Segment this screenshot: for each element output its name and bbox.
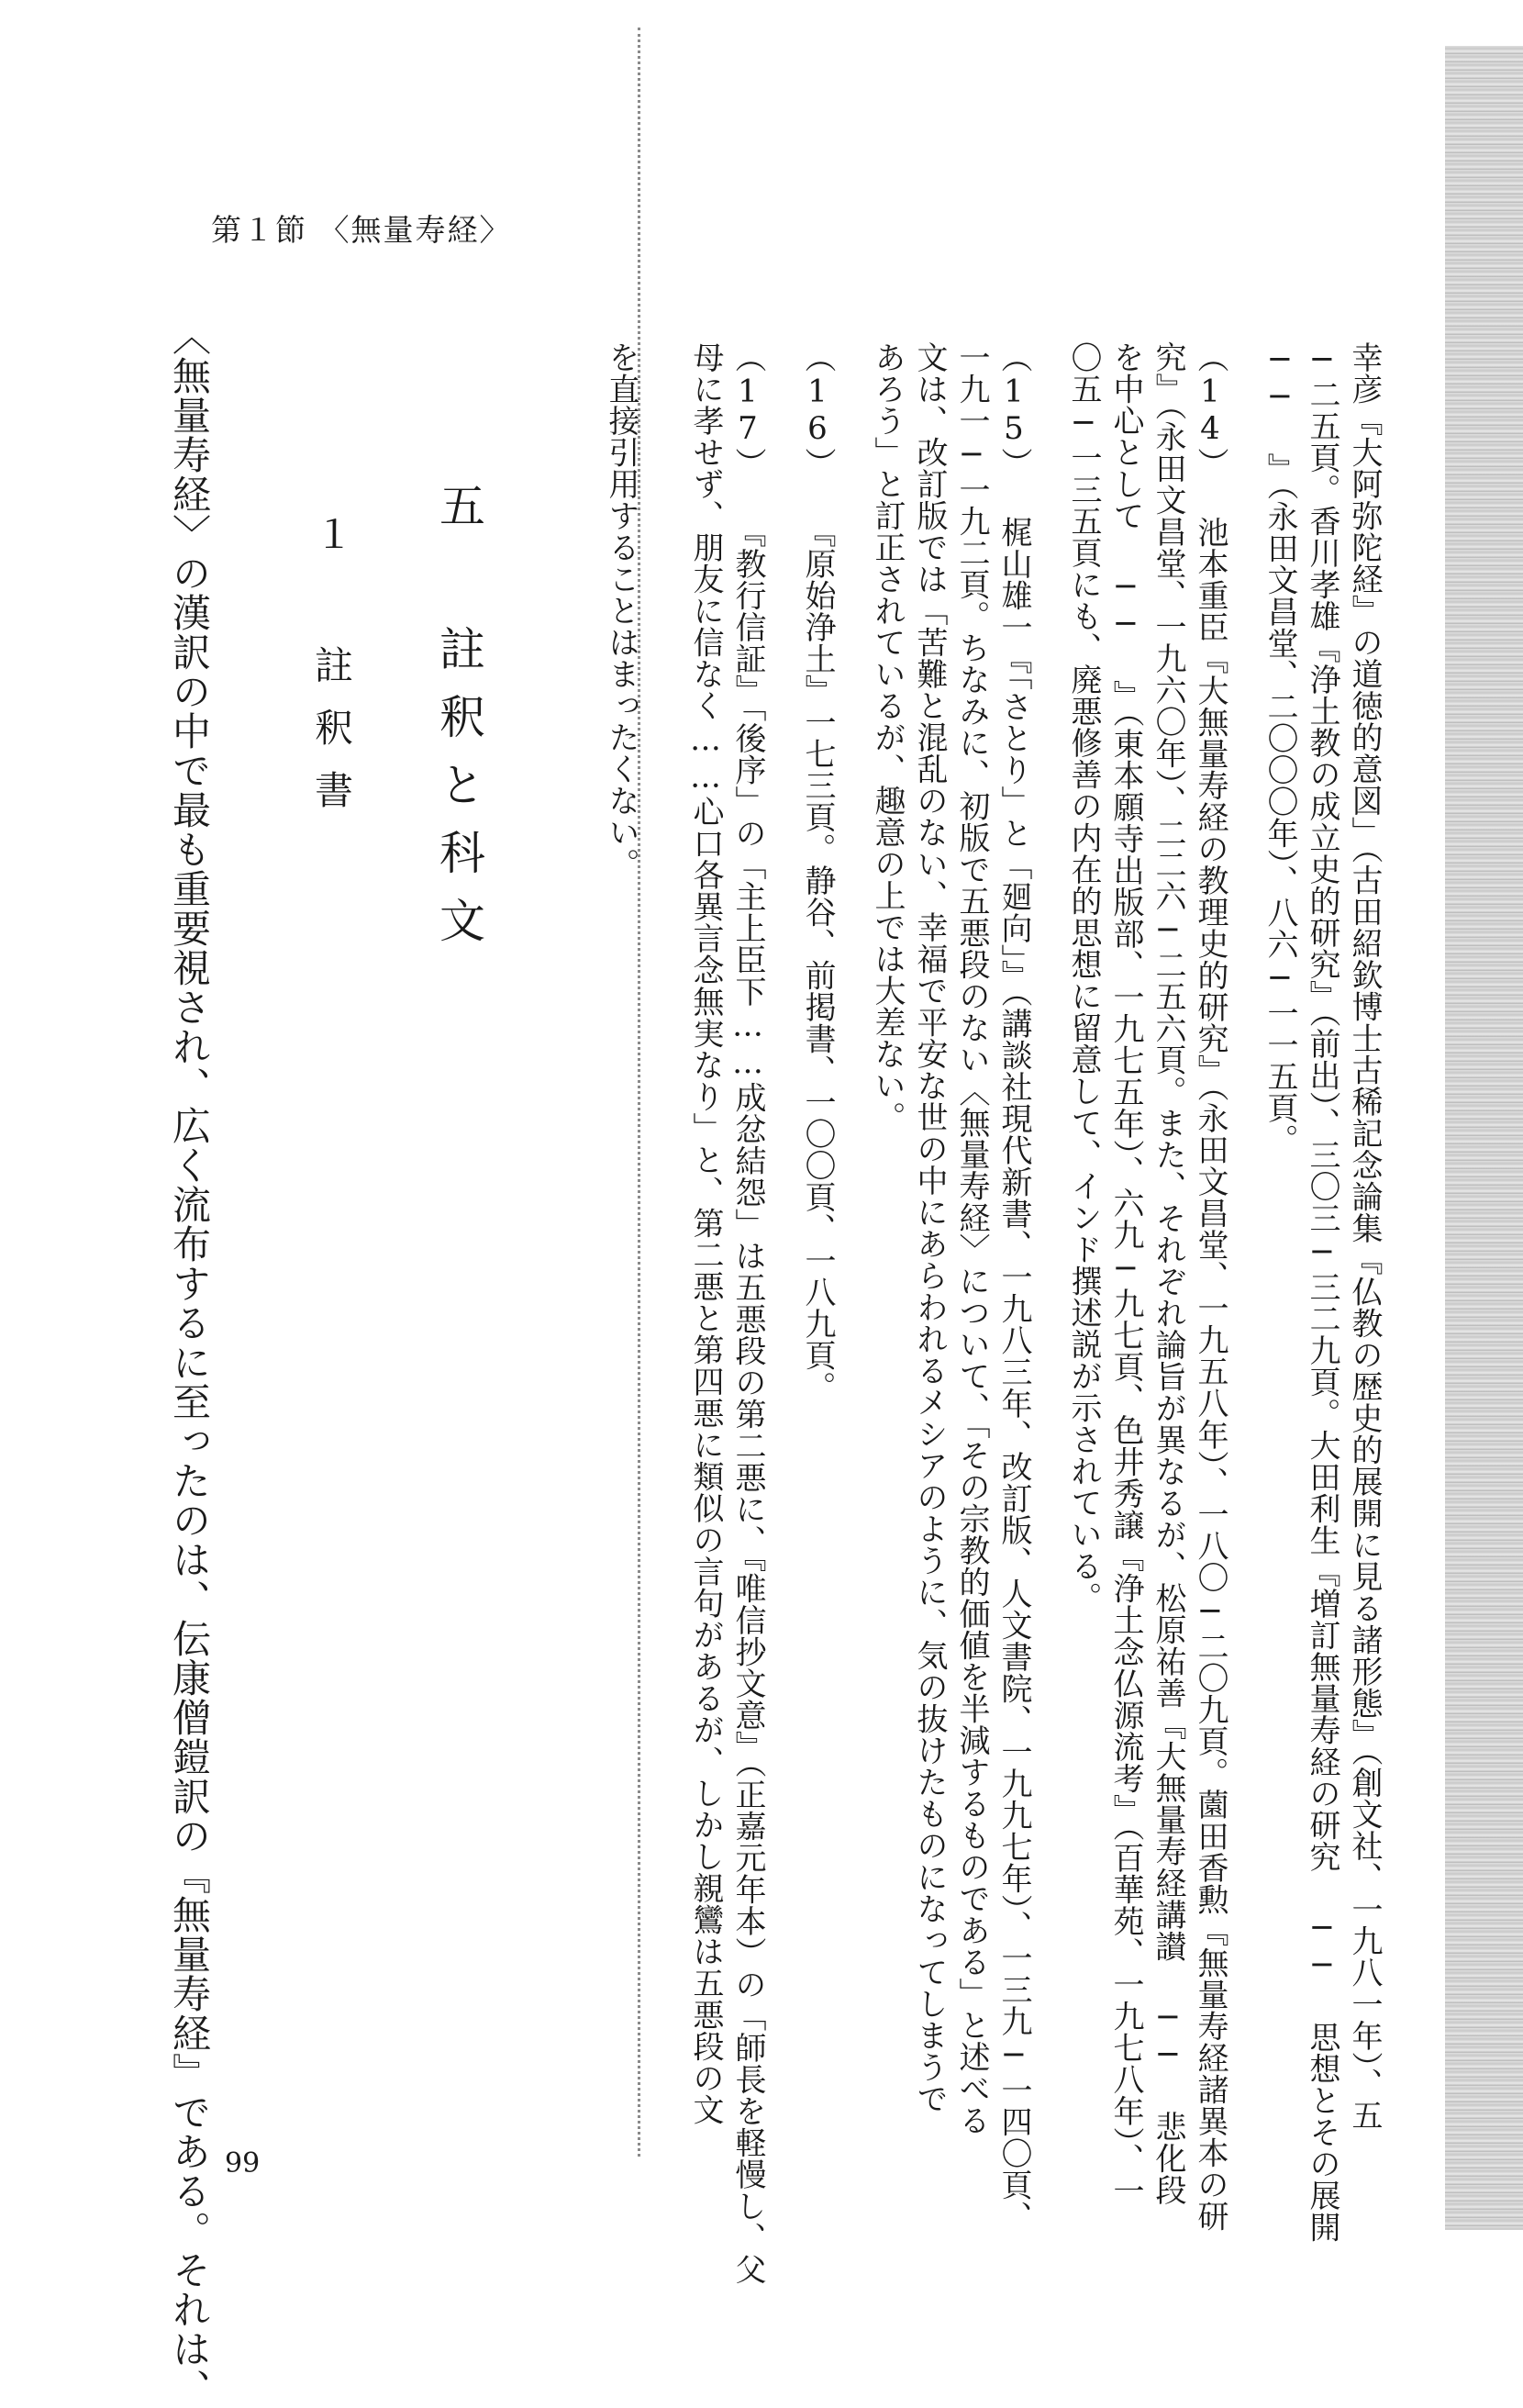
note-line: を直接引用することはまったくない。 [603,341,639,880]
note-line: （16） 『原始浄土』一七三頁。静谷、前掲書、一〇〇頁、一八九頁。 [799,341,836,1403]
note-line: ── 』（永田文昌堂、二〇〇〇年）、八六─一一五頁。 [1262,341,1298,1155]
note-line: 一九一─一九二頁。ちなみに、初版で五悪段のない〈無量寿経〉について、「その宗教的価値を半減するものである」と述べる [953,341,990,2136]
subsection-heading: １ 註釈書 [309,514,354,832]
note-line: 究』（永田文昌堂、一九六〇年）、二二六─二五六頁。また、それぞれ論旨が異なるが、松原祐善『大無量寿経講讃 ── 悲化段 [1150,341,1186,2206]
running-head: 第１節 〈無量寿経〉 [211,212,512,248]
note-line: 〇五─一三五頁にも、廃悪修善の内在的思想に留意して、インド撰述説が示されている。 [1065,341,1102,1613]
note-line: （17） 『教行信証』「後序」の「主上臣下……成忿結怨」は五悪段の第二悪に、『唯信抄文意』（正嘉元年本）の「師長を軽慢し、父 [729,341,766,2285]
note-line: あろう」と訂正されているが、趣意の上では大差ない。 [869,341,906,1133]
body-paragraph: 〈無量寿経〉の漢訳の中で最も重要視され、広く流布するに至ったのは、伝康僧鎧訳の『無量寿経』である。それは、 [167,317,212,2408]
scan-edge-shadow [1445,46,1523,2230]
note-line: を中心として ── 』（東本願寺出版部、一九七五年）、六九─九七頁、色井秀譲『浄土念仏源流考』（百華苑、一九七八年）、一 [1107,341,1144,2206]
note-line: ─二五頁。香川孝雄『浄土教の成立史的研究』（前出）、三〇三─三二九頁。大田利生『増訂無量寿経の研究 ── 思想とその展開 [1304,341,1340,2243]
note-line: 母に孝せず、朋友に信なく……心口各異言念無実なり」と、第二悪と第四悪に類似の言句があるが、しかし親鸞は五悪段の文 [687,341,724,2125]
note-line: 文は、改訂版では「苦難と混乱のない、幸福で平安な世の中にあらわれるメシアのように、気の抜けたものになってしまうで [911,341,948,2114]
section-heading: 五 註釈と科文 [432,482,485,964]
note-line: （15） 梶山雄一『「さとり」と「廻向」』（講談社現代新書、一九八三年、改訂版、人文書院、一九九七年）、一三九─一四〇頁、 [995,341,1032,2233]
note-line: 幸彦『大阿弥陀経』の道徳的意図」（古田紹欽博士古稀記念論集『仏教の歴史的展開に見る諸形態』（創文社、一九八一年）、五 [1346,341,1383,2131]
page-number: 99 [225,2147,261,2179]
note-line: （14） 池本重臣『大無量寿経の教理史的研究』（永田文昌堂、一九五八年）、一八〇─二〇九頁。薗田香勲『無量寿経諸異本の研 [1192,341,1228,2232]
